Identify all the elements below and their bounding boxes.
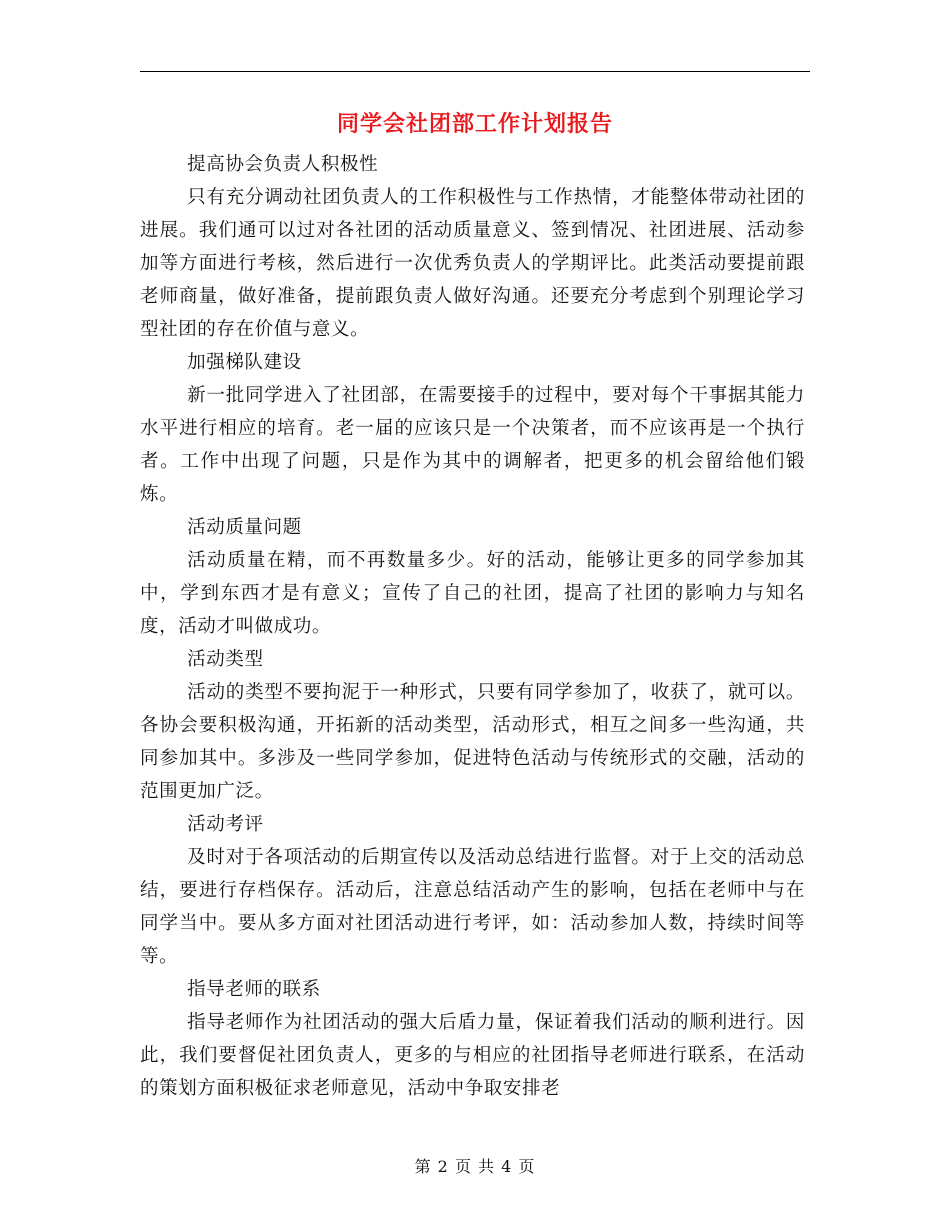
section-paragraph: 指导老师作为社团活动的强大后盾力量，保证着我们活动的顺利进行。因此，我们要督促社团负责人，更多的与相应的社团指导老师进行联系，在活动的策划方面积极征求老师意见，活动中争取安排老 (140, 1012, 805, 1099)
section-heading: 指导老师的联系 (187, 979, 321, 1000)
section-paragraph: 活动的类型不要拘泥于一种形式，只要有同学参加了，收获了，就可以。各协会要积极沟通，开拓新的活动类型，活动形式，相互之间多一些沟通，共同参加其中。多涉及一些同学参加，促进特色活动与传统形式的交融，活动的范围更加广泛。 (140, 682, 805, 802)
page-number-label: 第 2 页 共 4 页 (414, 1157, 536, 1176)
section-heading: 活动类型 (187, 649, 264, 670)
section-heading: 加强梯队建设 (187, 352, 302, 373)
section-heading: 提高协会负责人积极性 (187, 154, 379, 175)
section-heading: 活动质量问题 (187, 517, 302, 538)
section-paragraph: 活动质量在精，而不再数量多少。好的活动，能够让更多的同学参加其中，学到东西才是有意义；宣传了自己的社团，提高了社团的影响力与知名度，活动才叫做成功。 (140, 550, 805, 637)
section-heading: 活动考评 (187, 814, 264, 835)
document-title: 同学会社团部工作计划报告 (336, 111, 613, 137)
page-footer (0, 1154, 950, 1177)
section-paragraph: 新一批同学进入了社团部，在需要接手的过程中，要对每个干事据其能力水平进行相应的培育。老一届的应该只是一个决策者，而不应该再是一个执行者。工作中出现了问题，只是作为其中的调解者，把更多的机会留给他们锻炼。 (140, 385, 805, 505)
section-paragraph: 只有充分调动社团负责人的工作积极性与工作热情，才能整体带动社团的进展。我们通可以过对各社团的活动质量意义、签到情况、社团进展、活动参加等方面进行考核，然后进行一次优秀负责人的学期评比。此类活动要提前跟老师商量，做好准备，提前跟负责人做好沟通。还要充分考虑到个别理论学习型社团的存在价值与意义。 (140, 187, 805, 340)
document-body (140, 148, 805, 1105)
section-paragraph: 及时对于各项活动的后期宣传以及活动总结进行监督。对于上交的活动总结，要进行存档保存。活动后，注意总结活动产生的影响，包括在老师中与在同学当中。要从多方面对社团活动进行考评，如：活动参加人数，持续时间等等。 (140, 847, 805, 967)
header-rule (140, 71, 810, 72)
